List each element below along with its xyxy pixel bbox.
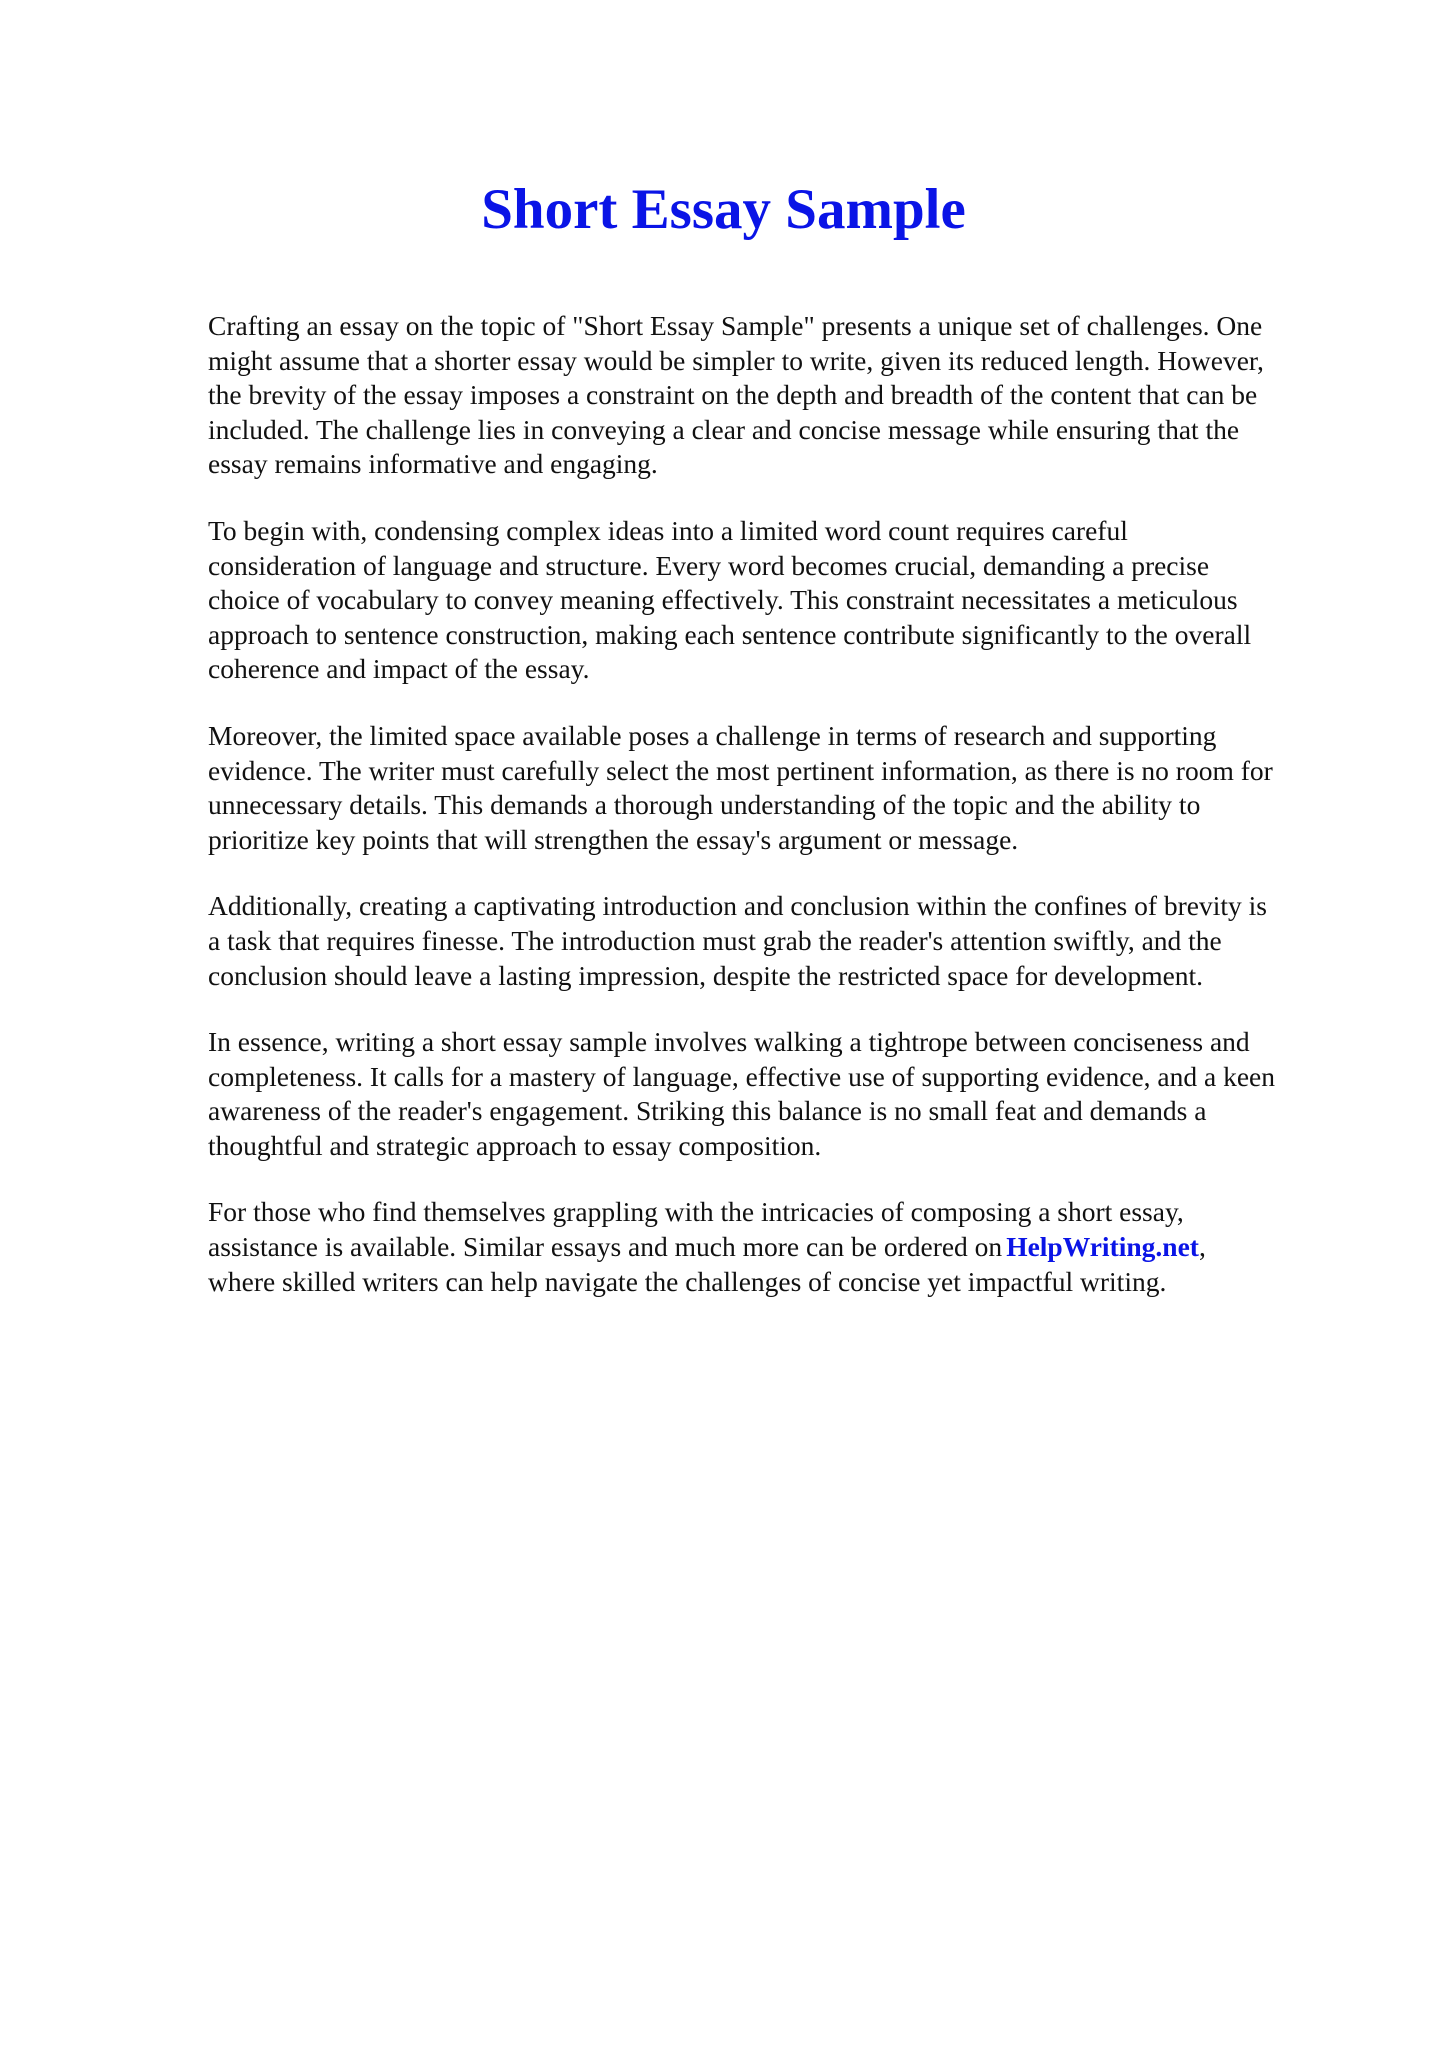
text-line: For those who find themselves grappling with the intricacies of composing a short essay, xyxy=(208,1196,1184,1228)
text-line: thoughtful and strategic approach to essay composition. xyxy=(208,1129,822,1161)
text-line: conclusion should leave a lasting impression, despite the restricted space for development. xyxy=(208,959,1204,991)
text-segment: assistance is available. Similar essays and much more can be ordered on xyxy=(208,1231,1003,1263)
text-segment: , xyxy=(1198,1231,1206,1263)
text-line: the brevity of the essay imposes a constraint on the depth and breadth of the content that can be xyxy=(208,379,1258,411)
text-line: unnecessary details. This demands a thorough understanding of the topic and the ability to xyxy=(208,789,1201,821)
paragraph-2 xyxy=(208,514,1368,687)
text-line: In essence, writing a short essay sample involves walking a tightrope between conciseness and xyxy=(208,1026,1250,1058)
text-line: approach to sentence construction, making each sentence contribute significantly to the overall xyxy=(208,618,1252,650)
text-line: consideration of language and structure. Every word becomes crucial, demanding a precise xyxy=(208,549,1210,581)
text-line: evidence. The writer must carefully select the most pertinent information, as there is no room for xyxy=(208,754,1273,786)
text-line-with-link xyxy=(208,1230,1368,1265)
page-title: Short Essay Sample xyxy=(481,178,966,241)
text-line: To begin with, condensing complex ideas into a limited word count requires careful xyxy=(208,514,1128,546)
text-line: coherence and impact of the essay. xyxy=(208,653,590,685)
text-line: prioritize key points that will strengthen the essay's argument or message. xyxy=(208,823,1019,855)
text-line: might assume that a shorter essay would be simpler to write, given its reduced length. However, xyxy=(208,344,1264,376)
text-line: a task that requires finesse. The introduction must grab the reader's attention swiftly, and the xyxy=(208,924,1222,956)
paragraph-4 xyxy=(208,889,1368,993)
paragraph-3 xyxy=(208,719,1368,857)
paragraph-final xyxy=(208,1195,1368,1299)
essay-body xyxy=(208,309,1368,1331)
text-line: awareness of the reader's engagement. Striking this balance is no small feat and demands a xyxy=(208,1095,1207,1127)
helpwriting-link[interactable]: HelpWriting.net xyxy=(1006,1231,1199,1263)
paragraph-5 xyxy=(208,1025,1368,1163)
text-line: Moreover, the limited space available poses a challenge in terms of research and supporting xyxy=(208,719,1217,751)
text-line: choice of vocabulary to convey meaning effectively. This constraint necessitates a meticulous xyxy=(208,584,1238,616)
text-line: Crafting an essay on the topic of "Short Essay Sample" presents a unique set of challenges. One xyxy=(208,310,1263,341)
text-line: where skilled writers can help navigate the challenges of concise yet impactful writing. xyxy=(208,1265,1167,1297)
text-line: included. The challenge lies in conveying a clear and concise message while ensuring that the xyxy=(208,413,1240,445)
text-line: completeness. It calls for a mastery of language, effective use of supporting evidence, and a keen xyxy=(208,1060,1275,1092)
text-line: essay remains informative and engaging. xyxy=(208,448,658,480)
text-line: Additionally, creating a captivating introduction and conclusion within the confines of brevity is xyxy=(208,890,1268,922)
paragraph-1 xyxy=(208,309,1368,482)
